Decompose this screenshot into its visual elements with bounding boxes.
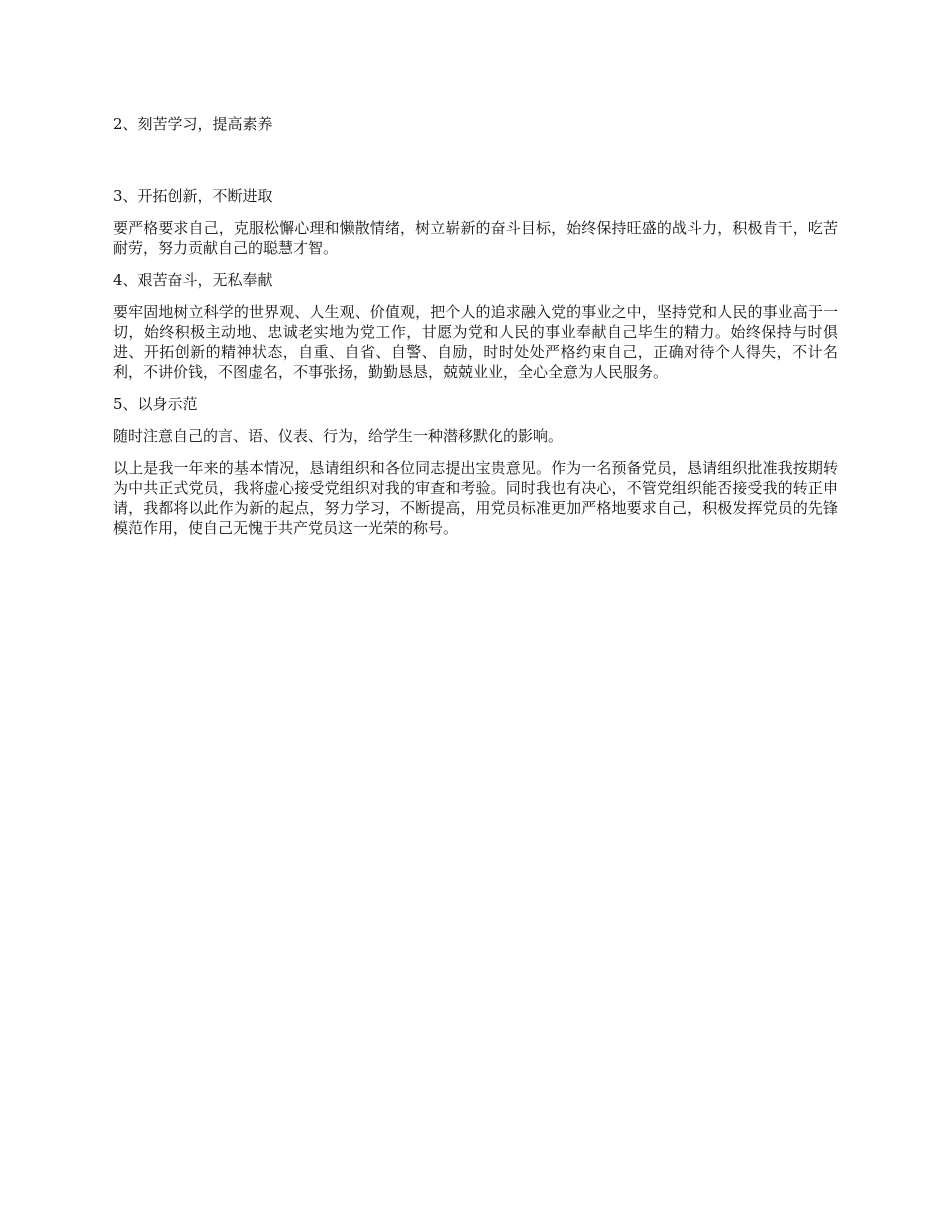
section-4-paragraph: 要牢固地树立科学的世界观、人生观、价值观，把个人的追求融入党的事业之中，坚持党和人民的事业高于一切，始终积极主动地、忠诚老实地为党工作，甘愿为党和人民的事业奉献自己毕生的精力。始终保持与时俱进、开拓创新的精神状态，自重、自省、自警、自励，时时处处严格约束自己，正确对待个人得失，不计名利，不讲价钱，不图虚名，不事张扬，勤勤恳恳，兢兢业业，全心全意为人民服务。 bbox=[113, 303, 838, 381]
section-heading-4: 4、艰苦奋斗，无私奉献 bbox=[113, 271, 273, 289]
section-3-paragraph: 要严格要求自己，克服松懈心理和懒散情绪，树立崭新的奋斗目标，始终保持旺盛的战斗力，积极肯干，吃苦耐劳，努力贡献自己的聪慧才智。 bbox=[113, 219, 838, 257]
section-heading-3: 3、开拓创新，不断进取 bbox=[113, 187, 273, 205]
section-heading-5: 5、以身示范 bbox=[113, 395, 198, 413]
closing-paragraph: 以上是我一年来的基本情况，恳请组织和各位同志提出宝贵意见。作为一名预备党员，恳请组织批准我按期转为中共正式党员，我将虚心接受党组织对我的审查和考验。同时我也有决心，不管党组织能否接受我的转正申请，我都将以此作为新的起点，努力学习，不断提高，用党员标准更加严格地要求自己，积极发挥党员的先锋模范作用，使自己无愧于共产党员这一光荣的称号。 bbox=[113, 459, 838, 537]
section-heading-2: 2、刻苦学习，提高素养 bbox=[113, 115, 273, 133]
section-5-paragraph: 随时注意自己的言、语、仪表、行为，给学生一种潜移默化的影响。 bbox=[113, 427, 564, 445]
document-page bbox=[113, 114, 838, 538]
